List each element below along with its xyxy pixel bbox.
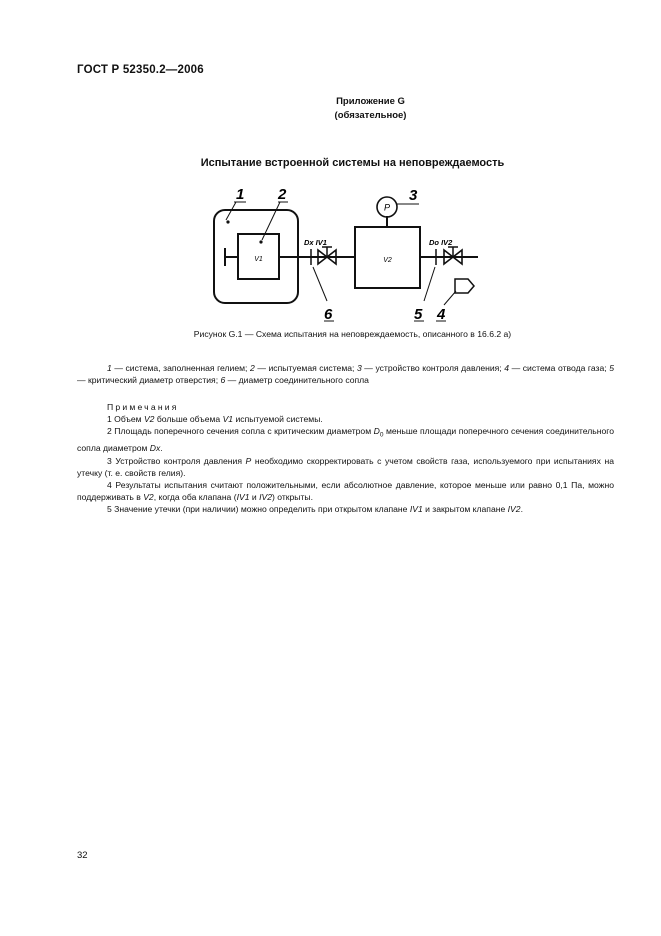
dx-iv1-label: Dx IV1 bbox=[304, 238, 327, 247]
v2-label: V2 bbox=[383, 257, 392, 264]
figure-caption: Рисунок G.1 — Схема испытания на неповреждаемость, описанного в 16.6.2 а) bbox=[193, 329, 512, 339]
legend-num-5: 5 bbox=[609, 363, 614, 373]
note-5 bbox=[77, 503, 614, 515]
leader-5 bbox=[424, 267, 435, 301]
note-2-dx: Dx bbox=[149, 443, 161, 454]
note-2-d0-sub: 0 bbox=[379, 432, 384, 440]
note-1-c: испытуемой системы. bbox=[233, 414, 323, 425]
note-2-d0: D bbox=[373, 426, 380, 437]
legend-num-3: 3 bbox=[356, 363, 362, 373]
leader-6 bbox=[313, 267, 327, 301]
note-4-c: и bbox=[249, 492, 260, 503]
system1-dot bbox=[226, 220, 229, 223]
v1-label: V1 bbox=[254, 256, 263, 263]
legend-text-6: диаметр соединительного сопла bbox=[238, 375, 369, 386]
gas-outlet-arrow bbox=[455, 279, 474, 293]
legend-num-1: 1 bbox=[107, 363, 112, 373]
note-4-iv2: IV2 bbox=[259, 492, 272, 503]
note-5-b: и закрытом клапане bbox=[422, 504, 508, 515]
legend-text-4: система отвода газа; bbox=[522, 363, 610, 373]
note-3-b: необходимо скорректировать с учетом свойств газа, используемого при испытаниях на утечку (т. е. свойств гелия). bbox=[77, 455, 614, 478]
p-label: P bbox=[383, 202, 391, 213]
note-3-a: 3 Устройство контроля давления bbox=[107, 455, 246, 466]
note-2-a: 2 Площадь поперечного сечения сопла с критическим диаметром bbox=[107, 426, 374, 437]
note-2 bbox=[77, 425, 614, 454]
callout-5: 5 bbox=[414, 306, 423, 323]
test-scheme-diagram bbox=[200, 183, 490, 323]
figure-legend: 1 — система, заполненная гелием; 2 — испытуемая система; 3 — устройство контроля давления; 4 — система отвода газа; 5 — критический диаметр отверстия; 6 — диаметр соединительного сопла bbox=[77, 363, 614, 386]
legend-text-1: система, заполненная гелием; bbox=[125, 363, 250, 373]
annex-status: (обязательное) bbox=[334, 110, 407, 121]
note-4 bbox=[77, 479, 614, 503]
note-4-v2: V2 bbox=[143, 492, 154, 503]
note-5-a: 5 Значение утечки (при наличии) можно определить при открытом клапане bbox=[107, 504, 410, 515]
annex-block bbox=[40, 95, 661, 123]
legend-num-2: 2 bbox=[249, 363, 255, 373]
note-3-p: P bbox=[245, 455, 252, 466]
document-header: ГОСТ Р 52350.2—2006 bbox=[77, 64, 204, 76]
do-iv2-label: Do IV2 bbox=[429, 238, 453, 247]
note-1-v1: V1 bbox=[222, 414, 234, 425]
note-4-iv1: IV1 bbox=[236, 492, 250, 503]
legend-text-3: устройство контроля давления; bbox=[375, 363, 505, 373]
notes-block bbox=[77, 401, 614, 516]
callout-4: 4 bbox=[437, 306, 446, 323]
note-2-b: меньше площади поперечного сечения соединительного сопла диаметром bbox=[77, 426, 614, 454]
leader-4 bbox=[444, 291, 456, 305]
note-4-b: , когда оба клапана ( bbox=[153, 492, 237, 503]
note-2-c: . bbox=[160, 443, 163, 454]
v1-dot bbox=[259, 240, 262, 243]
legend-text-5: критический диаметр отверстия; bbox=[87, 375, 221, 386]
callout-1: 1 bbox=[236, 186, 245, 203]
note-1 bbox=[77, 413, 614, 425]
note-4-a: 4 Результаты испытания считают положительными, если абсолютное давление, которое меньше или равно 0,1 Па, можно поддерживать в bbox=[77, 479, 614, 503]
note-1-b: больше объема bbox=[154, 414, 223, 425]
legend-num-6: 6 bbox=[220, 375, 226, 386]
annex-name: Приложение G bbox=[336, 96, 405, 107]
legend-text-2: испытуемая система; bbox=[268, 363, 357, 373]
callout-3: 3 bbox=[409, 187, 418, 204]
page-number: 32 bbox=[77, 850, 88, 861]
section-title: Испытание встроенной системы на неповреждаемость bbox=[200, 157, 505, 169]
note-4-d: ) открыты. bbox=[271, 492, 313, 503]
callout-6: 6 bbox=[324, 306, 333, 323]
notes-heading: Примечания bbox=[107, 402, 179, 412]
note-5-c: . bbox=[520, 504, 523, 515]
note-5-iv1: IV1 bbox=[409, 504, 423, 515]
note-3 bbox=[77, 455, 614, 479]
callout-2: 2 bbox=[278, 186, 287, 203]
legend-num-4: 4 bbox=[504, 363, 510, 373]
note-1-a: 1 Объем bbox=[107, 414, 144, 425]
note-1-v2: V2 bbox=[143, 414, 155, 425]
note-5-iv2: IV2 bbox=[507, 504, 521, 515]
